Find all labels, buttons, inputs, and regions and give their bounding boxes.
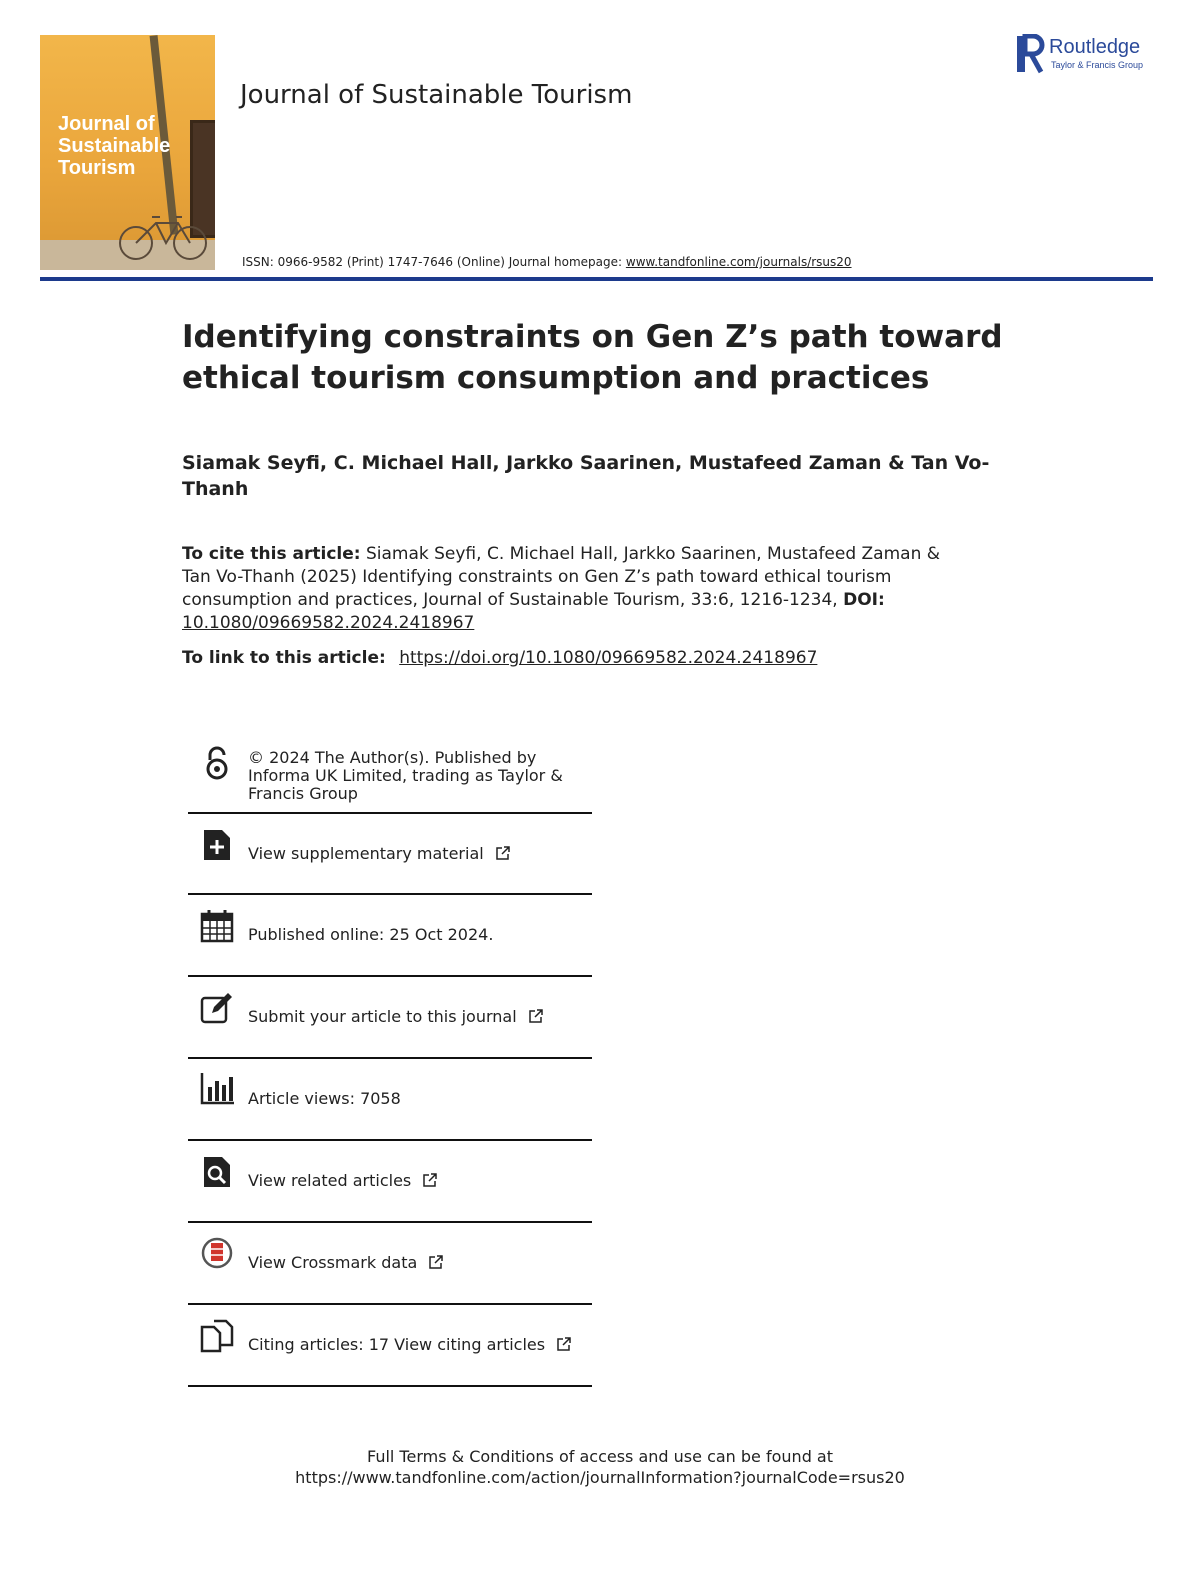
submit-item[interactable] [188,977,592,1059]
external-link-icon [528,1008,544,1024]
journal-cover-image [40,35,215,270]
article-link-line [182,648,817,668]
article-authors: Siamak Seyfi, C. Michael Hall, Jarkko Saarinen, Mustafeed Zaman & Tan Vo-Thanh [182,452,990,500]
published-item [188,895,592,977]
article-title: Identifying constraints on Gen Z’s path toward ethical tourism consumption and practices [182,319,1003,396]
article-doi-link[interactable]: https://doi.org/10.1080/09669582.2024.2418967 [399,648,818,668]
license-item [188,740,592,814]
issn-line [242,255,852,269]
supplementary-link[interactable]: View supplementary material [248,843,484,863]
citation-block [182,543,942,635]
external-link-icon [495,845,511,861]
crossmark-link[interactable]: View Crossmark data [248,1253,418,1272]
cover-title: Journal of Sustainable Tourism [58,113,171,179]
routledge-logo-icon [1015,34,1045,74]
journal-homepage-link[interactable]: www.tandfonline.com/journals/rsus20 [625,255,852,269]
journal-title: Journal of Sustainable Tourism [240,80,633,110]
link-label: To link to this article: [182,648,386,668]
copy-documents-icon [200,1319,234,1353]
issn-text: ISSN: 0966-9582 (Print) 1747-7646 (Online) Journal homepage: [242,255,626,269]
views-item [188,1059,592,1141]
header-divider [40,277,1153,281]
external-link-icon [428,1254,444,1270]
file-plus-icon [200,828,234,862]
cite-doi-link[interactable]: 10.1080/09669582.2024.2418967 [182,613,475,633]
crossmark-icon [200,1237,234,1271]
article-info-list [188,740,592,1387]
cite-text: Siamak Seyfi, C. Michael Hall, Jarkko Saarinen, Mustafeed Zaman & Tan Vo-Thanh (2025) Identifying constraints on Gen Z’s path toward ethical tourism consumption and practices, Journal of Sustainable Tourism, 33:6, 1216-1234, [182,544,941,610]
publisher-name: Routledge [1049,36,1141,58]
calendar-icon [200,909,234,943]
crossmark-item[interactable] [188,1223,592,1305]
cite-doi-label: DOI: [843,590,885,610]
bicycle-icon [118,203,208,263]
cite-label: To cite this article: [182,544,361,564]
terms-line: Full Terms & Conditions of access and use can be found at [366,1447,834,1466]
external-link-icon [556,1336,572,1352]
terms-footer [0,1446,1200,1488]
publisher-logo [1015,32,1165,78]
open-access-icon [200,746,234,780]
license-text: © 2024 The Author(s). Published by Informa UK Limited, trading as Taylor & Francis Group [248,748,563,803]
bar-chart-icon [200,1071,234,1105]
external-link-icon [422,1172,438,1188]
publisher-subtitle: Taylor & Francis Group [1051,60,1144,70]
edit-icon [200,991,234,1025]
citing-articles-link[interactable]: Citing articles: 17 View citing articles [248,1335,546,1354]
terms-url[interactable]: https://www.tandfonline.com/action/journalInformation?journalCode=rsus20 [295,1468,905,1487]
published-date: Published online: 25 Oct 2024. [248,925,494,944]
article-views: Article views: 7058 [248,1089,401,1108]
citing-item[interactable] [188,1305,592,1387]
document-search-icon [200,1155,234,1189]
supplementary-item[interactable] [188,814,592,895]
submit-link[interactable]: Submit your article to this journal [248,1007,517,1026]
related-articles-link[interactable]: View related articles [248,1171,412,1190]
related-item[interactable] [188,1141,592,1223]
